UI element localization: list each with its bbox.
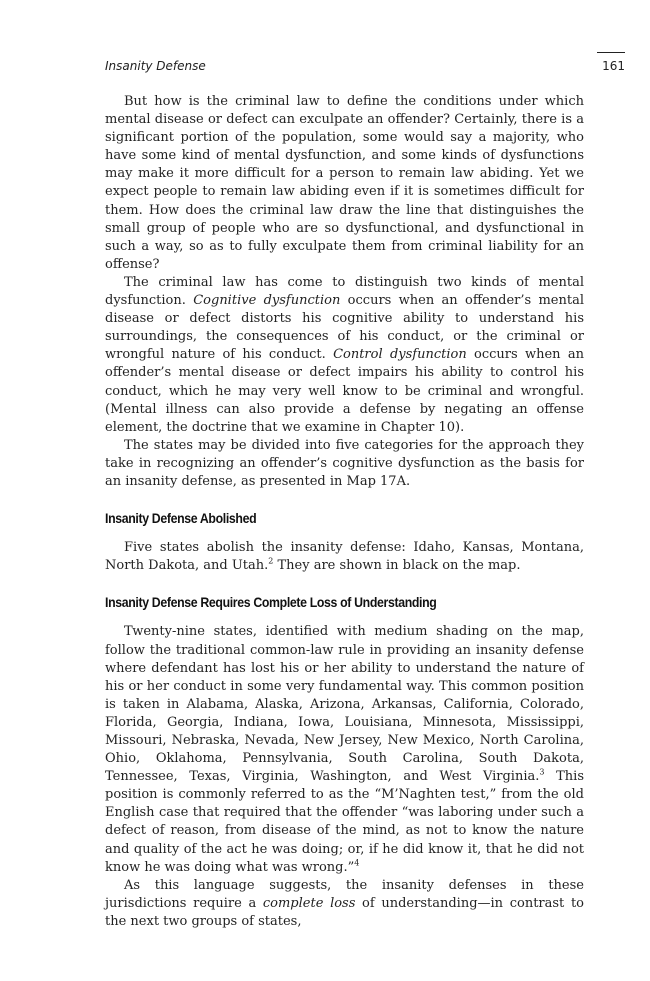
page-number: 161 (602, 59, 625, 73)
text-run: Five states abolish the insanity defense: Idaho, Kansas, Montana, North Dakota, and Utah. (105, 540, 584, 574)
paragraph-mnaghten (105, 623, 584, 876)
running-head: Insanity Defense (105, 59, 206, 73)
text-run: occurs when an offender’s mental disease or defect impairs his ability to control his conduct, which he may very well know to be criminal and wrongful. (Mental illness can also provide a defense by negating an offense element, the doctrine that we examine in Chapter 10). (105, 347, 584, 435)
text-run: This position is commonly referred to as the “M’Naghten test,” from the old English case that required that the offender “was laboring under such a defect of reason, from disease of the mind, as not to know the nature and quality of the act he was doing; or, if he did know it, that he did not know he was doing what was wrong.” (105, 769, 585, 875)
text-run: As this language suggests, the insanity defenses in these jurisdictions require a (105, 877, 584, 911)
paragraph-abolished (105, 539, 584, 575)
section-heading-complete-loss: Insanity Defense Requires Complete Loss of Understanding (105, 594, 437, 611)
paragraph-dysfunction-kinds (105, 274, 584, 437)
term-cognitive-dysfunction: Cognitive dysfunction (193, 293, 341, 309)
footnote-marker: 3 (539, 767, 545, 777)
text-run: Twenty-nine states, identified with medium shading on the map, follow the traditional common-law rule in providing an insanity defense where defendant has lost his or her ability to understand the nature of his or her conduct in some very fundamental way. This common position is taken in Alabama, Alaska, Arizona, Arkansas, California, Colorado, Florida, Georgia, Indiana, Iowa, Louisiana, Minnesota, Mississippi, Missouri, Nebraska, Nevada, New Jersey, New Mexico, North Carolina, Ohio, Oklahoma, Pennsylvania, South Carolina, South Dakota, Tennessee, Texas, Virginia, Washington, and West Virginia. (105, 624, 584, 785)
page-number-rule (597, 52, 625, 53)
text-run: The criminal law has come to distinguish two kinds of mental dysfunction. (105, 274, 584, 309)
term-control-dysfunction: Control dysfunction (333, 347, 467, 363)
text-run: of understanding—in contrast to the next two groups of states, (105, 895, 584, 929)
footnote-marker: 2 (268, 556, 274, 566)
footnote-marker: 4 (354, 858, 360, 868)
body-text (105, 93, 584, 931)
text-run: They are shown in black on the map. (273, 558, 521, 574)
text-run: occurs when an offender’s mental disease or defect distorts his cognitive ability to understand his surroundings, the consequences of his conduct, or the criminal or wrongful nature of his conduct. (105, 293, 585, 363)
section-heading-abolished: Insanity Defense Abolished (105, 510, 257, 527)
paragraph-complete-loss (105, 877, 584, 931)
paragraph-intro: But how is the criminal law to define the conditions under which mental disease or defect can exculpate an offender? Certainly, there is a significant portion of the population, some would say a majority, who have some kind of mental dysfunction, and some kinds of dysfunctions may make it more difficult for a person to remain law abiding. Yet we expect people to remain law abiding even if it is sometimes difficult for them. How does the criminal law draw the line that distinguishes the small group of people who are so dysfunctional, and dysfunctional in such a way, so as to fully exculpate them from criminal liability for an offense? (105, 94, 584, 272)
emphasis-complete-loss: complete loss (262, 895, 356, 911)
paragraph-five-categories: The states may be divided into five categories for the approach they take in recognizing an offender’s cognitive dysfunction as the basis for an insanity defense, as presented in Map 17A. (105, 437, 584, 489)
